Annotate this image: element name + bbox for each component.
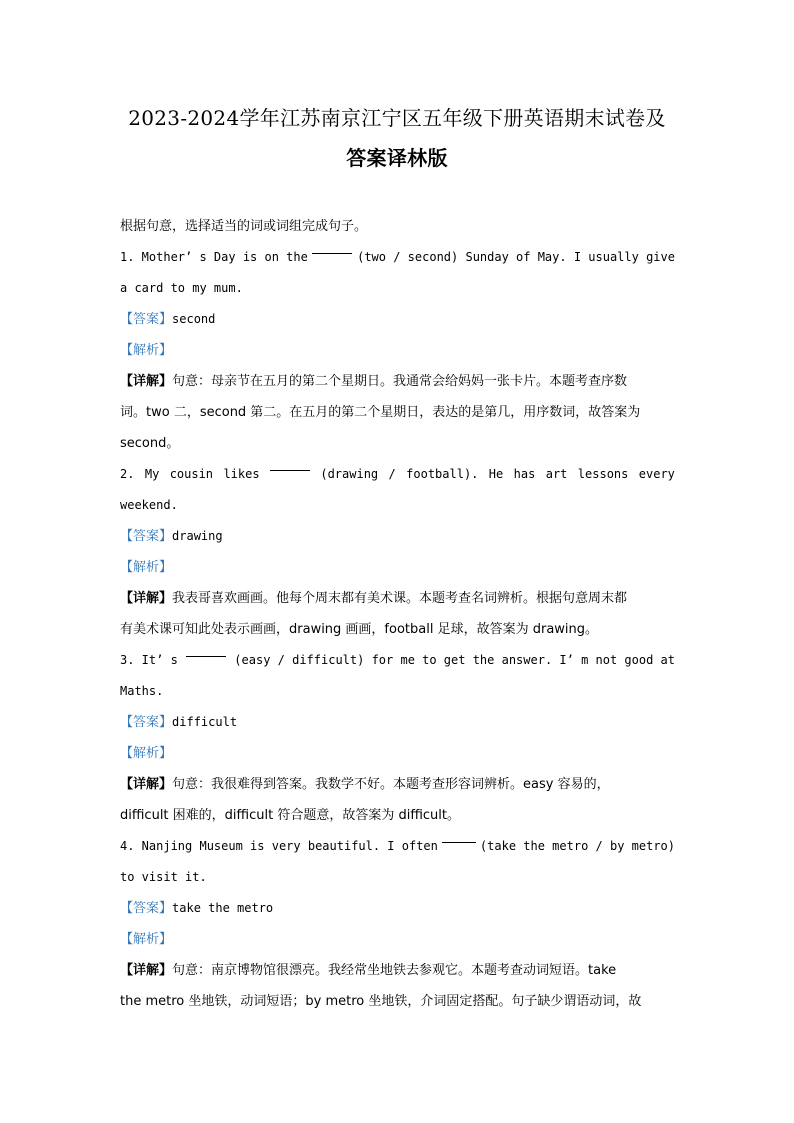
answer-row	[120, 521, 675, 552]
detail-label: 【详解】	[120, 374, 173, 389]
stem-after-blank: (two / second) Sunday of May. I usually give	[357, 250, 675, 264]
detail-text: 句意：母亲节在五月的第二个星期日。我通常会给妈妈一张卡片。本题考查序数	[172, 374, 628, 389]
answer-label: 【答案】	[120, 901, 173, 916]
detail-text-continued: 有美术课可知此处表示画画，drawing 画画，football 足球，故答案为 drawing。	[120, 622, 599, 637]
stem-word: every	[638, 467, 675, 481]
detail-text: 句意：南京博物馆很漂亮。我经常坐地铁去参观它。本题考查动词短语。take	[172, 963, 617, 978]
detail-row	[120, 366, 675, 397]
stem-word: art	[545, 467, 568, 481]
answer-label: 【答案】	[120, 312, 173, 327]
answer-row	[120, 304, 675, 335]
question-3	[120, 645, 675, 831]
stem-word: My	[144, 467, 160, 481]
answer-label: 【答案】	[120, 529, 173, 544]
stem-word: football).	[406, 467, 479, 481]
detail-text: 句意：我很难得到答案。我数学不好。本题考查形容词辨析。easy 容易的，	[172, 777, 610, 792]
answer-value: difficult	[172, 715, 238, 729]
detail-text-continued: 词。two 二，second 第二。在五月的第二个星期日，表达的是第几，用序数词，故答案为	[120, 405, 641, 420]
question-stem	[120, 459, 675, 490]
analysis-row	[120, 552, 675, 583]
detail-text-continued: difficult 困难的，difficult 符合题意，故答案为 difficult。	[120, 808, 460, 823]
document-body	[120, 211, 675, 1017]
question-stem	[120, 831, 675, 862]
answer-value: take the metro	[172, 901, 274, 915]
detail-text-continued: second。	[120, 436, 180, 451]
analysis-label: 【解析】	[120, 932, 173, 947]
question-stem-continued: to visit it.	[120, 870, 207, 884]
answer-row	[120, 707, 675, 738]
question-4	[120, 831, 675, 1017]
instruction-text: 根据句意，选择适当的词或词组完成句子。	[120, 219, 368, 234]
stem-before-blank: 1. Mother’ s Day is on the	[120, 250, 308, 264]
question-stem-continued: Maths.	[120, 684, 164, 698]
stem-word: /	[388, 467, 396, 481]
answer-row	[120, 893, 675, 924]
stem-after-blank: (easy / difficult) for me to get the answer. I’ m not good at	[234, 653, 675, 667]
stem-word: likes	[223, 467, 260, 481]
answer-blank	[270, 459, 310, 471]
answer-label: 【答案】	[120, 715, 173, 730]
analysis-row	[120, 924, 675, 955]
stem-word: lessons	[577, 467, 629, 481]
stem-after-blank: (take the metro / by metro)	[479, 839, 675, 853]
stem-word: has	[513, 467, 536, 481]
analysis-label: 【解析】	[120, 746, 173, 761]
stem-before-blank: 4. Nanjing Museum is very beautiful. I often	[120, 839, 438, 853]
detail-row	[120, 769, 675, 800]
stem-word: (drawing	[320, 467, 379, 481]
answer-blank	[442, 831, 476, 843]
question-stem	[120, 645, 675, 676]
analysis-row	[120, 738, 675, 769]
answer-value: second	[172, 312, 216, 326]
analysis-label: 【解析】	[120, 343, 173, 358]
stem-word: 2.	[120, 467, 135, 481]
detail-label: 【详解】	[120, 777, 173, 792]
detail-row	[120, 583, 675, 614]
stem-before-blank: 3. It’ s	[120, 653, 178, 667]
question-1	[120, 242, 675, 459]
answer-value: drawing	[172, 529, 223, 543]
stem-word: He	[488, 467, 504, 481]
question-stem-continued: weekend.	[120, 498, 178, 512]
detail-label: 【详解】	[120, 963, 173, 978]
detail-row	[120, 955, 675, 986]
detail-text: 我表哥喜欢画画。他每个周末都有美术课。本题考查名词辨析。根据句意周末都	[172, 591, 628, 606]
answer-blank	[312, 242, 352, 254]
answer-blank	[186, 645, 226, 657]
detail-label: 【详解】	[120, 591, 173, 606]
question-stem	[120, 242, 675, 273]
analysis-label: 【解析】	[120, 560, 173, 575]
analysis-row	[120, 335, 675, 366]
document-title-line2: 答案译林版	[346, 146, 448, 170]
question-stem-continued: a card to my mum.	[120, 281, 243, 295]
detail-text-continued: the metro 坐地铁，动词短语；by metro 坐地铁，介词固定搭配。句子缺少谓语动词，故	[120, 994, 642, 1009]
document-title-line1: 2023-2024学年江苏南京江宁区五年级下册英语期末试卷及	[128, 106, 666, 130]
question-2	[120, 459, 675, 645]
stem-word: cousin	[169, 467, 214, 481]
